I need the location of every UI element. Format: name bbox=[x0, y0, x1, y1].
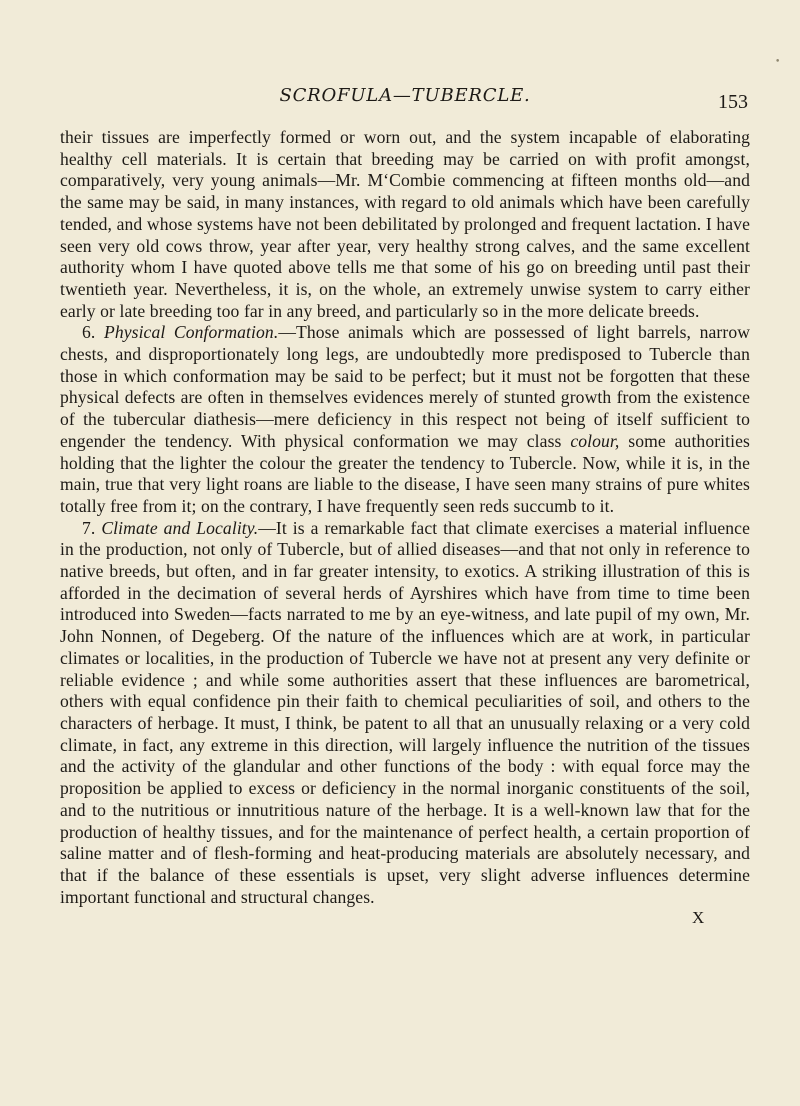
running-head bbox=[60, 85, 750, 115]
ink-speck: • bbox=[775, 57, 781, 67]
section-number: 6. bbox=[82, 322, 96, 343]
paragraph-climate-locality bbox=[60, 518, 750, 909]
paragraph-physical-conformation bbox=[60, 322, 750, 517]
paragraph-text: —Those animals which are possessed of light barrels, narrow chests, and disproportionately long legs, are undoubtedly more predisposed to Tubercle than those in which conformation may be said to be perfect; but it must not be forgotten that these physical defects are often in themselves evidences merely of stunted growth from the existence of the tubercular diathesis—mere deficiency in this respect not being of itself sufficient to engender the tendency. With physical conformation we may class bbox=[60, 322, 751, 451]
paragraph-continuation bbox=[60, 127, 750, 322]
paragraph-text: —It is a remarkable fact that climate exercises a material influence in the production, not only of Tubercle, but of allied diseases—and that not only in reference to native breeds, but often, and in far greater intensity, to exotics. A striking illustration of this is afforded in the decimation of several herds of Ayrshires which have from time to time been introduced into Sweden—facts narrated to me by an eye-witness, and late pupil of my own, Mr. John Nonnen, of Degeberg. Of the nature of the influences which are at work, in particular climates or localities, in the production of Tubercle we have not at present any very definite or reliable evidence ; and while some authorities assert that these influences are barometrical, others with equal confidence pin their faith to chemical peculiarities of soil, and others to the characters of herbage. It must, I think, be patent to all that an unusually relaxing or a very cold climate, in fact, any extreme in this direction, will largely influence the nutrition of the tissues and the activity of the glandular and other functions of the body : with equal force may the proposition be applied to excess or deficiency in the normal inorganic constituents of the soil, and to the nutritious or innutritious nature of the herbage. It is a well-known law that for the production of healthy tissues, and for the maintenance of perfect health, a certain proportion of saline matter and of flesh-forming and heat-producing materials are absolutely necessary, and that if the balance of these essentials is upset, very slight adverse influences determine important functional and structural changes. bbox=[60, 517, 751, 907]
signature-mark: X bbox=[692, 908, 705, 927]
paragraph-text: their tissues are imperfectly formed or worn out, and the system incapable of elaborating healthy cell materials. It is certain that breeding may be carried on with profit amongst, comparatively, very young animals—Mr. M‘Combie commencing at fifteen months old—and the same may be said, in many instances, with regard to old animals which have been carefully tended, and whose systems have not been debilitated by prolonged and frequent lactation. I have seen very old cows throw, year after year, very healthy strong calves, and the same excellent authority whom I have quoted above tells me that some of his go on breeding until past their twentieth year. Nevertheless, it is, on the whole, an extremely unwise system to carry either early or late breeding too far in any breed, and particularly so in the more delicate breeds. bbox=[60, 127, 750, 321]
paragraph-text-continued: some authorities holding that the lighter the colour the greater the tendency to Tubercle. Now, while it is, in the main, true that very light roans are liable to the disease, I have seen many strains of pure whites totally free from it; on the contrary, I have frequently seen reds succumb to it. bbox=[60, 430, 751, 516]
body-text bbox=[60, 127, 750, 908]
running-title: SCROFULA—TUBERCLE. bbox=[279, 85, 531, 106]
page-number: 153 bbox=[718, 91, 748, 113]
section-number: 7. bbox=[82, 517, 96, 538]
section-subhead: Climate and Locality. bbox=[101, 517, 259, 538]
italic-term: colour, bbox=[570, 430, 620, 451]
section-subhead: Physical Conformation. bbox=[103, 322, 279, 343]
